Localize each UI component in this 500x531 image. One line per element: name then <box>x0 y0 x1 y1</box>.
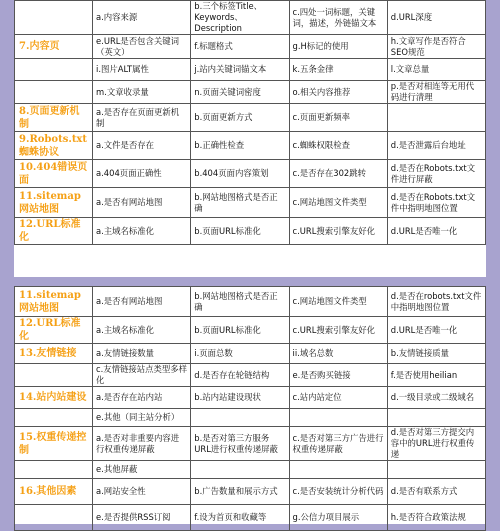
item-cell: c.网站地图文件类型 <box>289 287 387 317</box>
item-cell: b.正确性检查 <box>191 132 289 160</box>
item-cell: a.是否有网站地图 <box>93 287 191 317</box>
item-cell: c.四处一词标题，关键词，描述，外链锚文本 <box>289 1 387 35</box>
item-cell: b.友情链接质量 <box>387 344 485 364</box>
table-row <box>15 35 486 59</box>
item-cell: a.文件是否存在 <box>93 132 191 160</box>
item-cell: c.页面更新频率 <box>289 104 387 132</box>
item-cell: b.站内站建设现状 <box>191 387 289 409</box>
seo-checklist-table-bottom <box>14 286 486 531</box>
table-row <box>15 160 486 188</box>
seo-checklist-top-sheet <box>14 0 486 277</box>
item-cell: b.页面URL标准化 <box>191 317 289 344</box>
item-cell: d.URL是否唯一化 <box>387 218 485 245</box>
table-row <box>15 505 486 531</box>
item-cell: f.标题格式 <box>191 35 289 59</box>
item-cell: a.404页面正确性 <box>93 160 191 188</box>
category-cell: 12.URL标准化 <box>15 317 93 344</box>
table-row <box>15 81 486 104</box>
item-cell: i.页面总数 <box>191 344 289 364</box>
item-cell: ii.域名总数 <box>289 344 387 364</box>
item-cell: d.是否在Robots.txt文件进行屏蔽 <box>387 160 485 188</box>
item-cell: b.页面URL标准化 <box>191 218 289 245</box>
item-cell: i.图片ALT属性 <box>93 59 191 81</box>
table-row <box>15 188 486 218</box>
item-cell: g.H标记的使用 <box>289 35 387 59</box>
item-cell <box>289 461 387 479</box>
category-cell: 7.内容页 <box>15 35 93 59</box>
item-cell: l.文章总量 <box>387 59 485 81</box>
seo-checklist-table-top <box>14 0 486 245</box>
table-row <box>15 479 486 505</box>
item-cell: o.相关内容推荐 <box>289 81 387 104</box>
category-cell <box>15 409 93 427</box>
item-cell: c.是否安装统计分析代码 <box>289 479 387 505</box>
category-cell: 12.URL标准化 <box>15 218 93 245</box>
seo-checklist-bottom-sheet <box>14 286 486 524</box>
table-row <box>15 344 486 364</box>
category-cell <box>15 81 93 104</box>
category-cell: 15.权重传递控制 <box>15 427 93 461</box>
item-cell: c.URL搜索引擎友好化 <box>289 317 387 344</box>
category-cell: 13.友情链接 <box>15 344 93 364</box>
item-cell <box>387 409 485 427</box>
category-cell <box>15 364 93 387</box>
item-cell: k.五条金律 <box>289 59 387 81</box>
category-cell: 14.站内站建设 <box>15 387 93 409</box>
table-row <box>15 1 486 35</box>
item-cell: c.是否对第三方广告进行权重传递屏蔽 <box>289 427 387 461</box>
item-cell: n.页面关键词密度 <box>191 81 289 104</box>
item-cell <box>289 409 387 427</box>
item-cell: d.一级目录或二级域名 <box>387 387 485 409</box>
item-cell: c.站内站定位 <box>289 387 387 409</box>
table-row <box>15 461 486 479</box>
item-cell: c.是否存在302跳转 <box>289 160 387 188</box>
item-cell: c.友情链接站点类型多样化 <box>93 364 191 387</box>
item-cell: c.网站地图文件类型 <box>289 188 387 218</box>
table-row <box>15 387 486 409</box>
table-row <box>15 317 486 344</box>
item-cell: b.404页面内容策划 <box>191 160 289 188</box>
item-cell: a.内容来源 <box>93 1 191 35</box>
category-cell: 16.其他因素 <box>15 479 93 505</box>
item-cell: f.是否使用heilian <box>387 364 485 387</box>
category-cell: 10.404错误页面 <box>15 160 93 188</box>
item-cell: a.主域名标准化 <box>93 317 191 344</box>
item-cell: a.是否对非重要内容进行权重传递屏蔽 <box>93 427 191 461</box>
table-row <box>15 287 486 317</box>
item-cell: e.是否购买链接 <box>289 364 387 387</box>
category-cell <box>15 505 93 531</box>
item-cell: b.三个标签Title、Keywords、Description <box>191 1 289 35</box>
item-cell: b.广告数量和展示方式 <box>191 479 289 505</box>
table-row <box>15 218 486 245</box>
category-cell: 9.Robots.txt蜘蛛协议 <box>15 132 93 160</box>
item-cell <box>387 461 485 479</box>
item-cell: c.蜘蛛权限检查 <box>289 132 387 160</box>
item-cell <box>387 104 485 132</box>
table-row <box>15 409 486 427</box>
item-cell: d.URL是否唯一化 <box>387 317 485 344</box>
category-cell: 11.sitemap网站地图 <box>15 188 93 218</box>
category-cell <box>15 1 93 35</box>
item-cell: d.是否对第三方提交内容中的URL进行权重传递 <box>387 427 485 461</box>
item-cell: d.是否在robots.txt文件中指明地图位置 <box>387 287 485 317</box>
item-cell: j.站内关键词锚文本 <box>191 59 289 81</box>
table-row <box>15 104 486 132</box>
table-row <box>15 59 486 81</box>
item-cell: d.是否在Robots.txt文件中指明地图位置 <box>387 188 485 218</box>
item-cell: g.公信力项目展示 <box>289 505 387 531</box>
category-cell: 11.sitemap网站地图 <box>15 287 93 317</box>
item-cell: p.是否对相连等无用代码进行清理 <box>387 81 485 104</box>
item-cell: a.是否存在站内站 <box>93 387 191 409</box>
item-cell: m.文章收录量 <box>93 81 191 104</box>
table-row <box>15 427 486 461</box>
item-cell: e.URL是否包含关键词（英文） <box>93 35 191 59</box>
item-cell: h.是否符合政策法规 <box>387 505 485 531</box>
item-cell: a.网站安全性 <box>93 479 191 505</box>
item-cell: c.URL搜索引擎友好化 <box>289 218 387 245</box>
item-cell: a.是否有网站地图 <box>93 188 191 218</box>
item-cell: f.设为首页和收藏等 <box>191 505 289 531</box>
item-cell: b.页面更新方式 <box>191 104 289 132</box>
category-cell <box>15 461 93 479</box>
item-cell: b.是否对第三方服务URL进行权重传递屏蔽 <box>191 427 289 461</box>
item-cell <box>191 461 289 479</box>
item-cell: d.URL深度 <box>387 1 485 35</box>
category-cell: 8.页面更新机制 <box>15 104 93 132</box>
item-cell: a.主域名标准化 <box>93 218 191 245</box>
table-row <box>15 132 486 160</box>
category-cell <box>15 59 93 81</box>
table-row <box>15 364 486 387</box>
item-cell: h.文章写作是否符合SEO规范 <box>387 35 485 59</box>
item-cell: a.友情链接数量 <box>93 344 191 364</box>
item-cell: e.其他（同主站分析） <box>93 409 191 427</box>
item-cell: d.是否有联系方式 <box>387 479 485 505</box>
item-cell: d.是否存在轮链结构 <box>191 364 289 387</box>
item-cell: b.网站地图格式是否正确 <box>191 287 289 317</box>
item-cell: e.其他屏蔽 <box>93 461 191 479</box>
item-cell: b.网站地图格式是否正确 <box>191 188 289 218</box>
item-cell <box>191 409 289 427</box>
item-cell: a.是否存在页面更新机制 <box>93 104 191 132</box>
item-cell: d.是否泄露后台地址 <box>387 132 485 160</box>
item-cell: e.是否提供RSS订阅 <box>93 505 191 531</box>
